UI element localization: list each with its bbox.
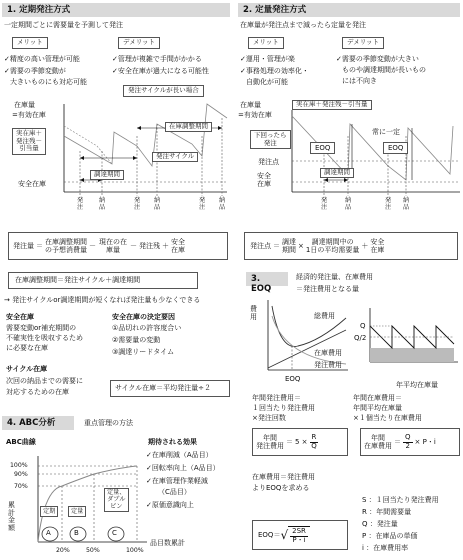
s1-recv-2: 納 品 xyxy=(154,197,161,211)
s4-class-a: A xyxy=(46,529,51,537)
s1-cycle-stock-text-1: 次回の納品までの需要に xyxy=(6,377,83,385)
s3-inv-text-2: 年間平均在庫量 xyxy=(353,404,402,412)
s1-safety-stock-text-3: に必要な在庫 xyxy=(6,344,48,352)
s4-effect-2: ✓回転率向上（A品目） xyxy=(146,464,220,472)
s3-q2-label: Q/2 xyxy=(354,334,367,342)
s2-merit-tag: メリット xyxy=(248,37,284,49)
s4-xlabel: 品目数累計 xyxy=(150,539,185,547)
s4-xtick-50: 50% xyxy=(86,547,100,554)
s1-demerit-2: ✓安全在庫が過大になる可能性 xyxy=(112,67,209,75)
s3-desc-1: 経済的発注量、在庫費用 xyxy=(296,273,373,281)
s1-safety-stock-text-2: 不確実性を吸収するため xyxy=(6,334,83,342)
s1-period-label: 在庫調整期間 xyxy=(165,122,212,132)
s4-region-doublebin: 定量、 ダブル ビン xyxy=(104,488,129,512)
s1-safety-label: 安全在庫 xyxy=(18,180,46,188)
s1-factors-title: 安全在庫の決定要因 xyxy=(112,313,175,321)
s1-recv-3: 納 品 xyxy=(219,197,226,211)
s1-note: → 発注サイクルor調達期間が短くなれば発注量も少なくできる xyxy=(4,296,201,304)
s4-effects-title: 期待される効果 xyxy=(148,438,197,446)
s1-cycle-stock-title: サイクル在庫 xyxy=(6,365,48,373)
s4-xtick-20: 20% xyxy=(56,547,70,554)
s3-inv-text-1: 年間在庫費用＝ xyxy=(353,394,402,402)
s3-inv-text-3: ×１個当たり在庫費用 xyxy=(353,414,422,422)
s1-safety-stock-title: 安全在庫 xyxy=(6,313,34,321)
s1-safety-stock-text-1: 需要変動or補充期間の xyxy=(6,324,77,332)
s3-inventory-cost-formula: 年間 在庫費用 ＝ $\frac{Q}{2}$ × P・i xyxy=(360,428,460,456)
s2-const-label: 常に一定 xyxy=(372,128,400,136)
s4-ytick-100: 100% xyxy=(10,462,28,469)
s2-demerit-3: には不向き xyxy=(342,77,377,85)
s3-order-cost-formula: 年間 発注費用 ＝ 5 × $\frac{R}{Q}$ xyxy=(252,428,348,456)
s1-demerit-tag: デメリット xyxy=(118,37,160,49)
s3-eoq-xlabel: EOQ xyxy=(285,375,301,383)
section1-description: 一定期間ごとに需要量を予測して発注 xyxy=(4,21,123,29)
s2-order-1: 発 注 xyxy=(321,197,328,211)
s2-order-2: 発 注 xyxy=(385,197,392,211)
s3-legend-q: Q ：発注量 xyxy=(362,520,398,528)
s3-ord-text-3: ×発注回数 xyxy=(252,414,286,422)
s4-effect-4: ✓原価意識向上 xyxy=(146,501,194,509)
s1-chart-ylabel: 在庫量 xyxy=(14,101,35,109)
s4-region-fixed: 定量 xyxy=(68,506,86,517)
s3-eoq-formula: EOQ＝ √ $\frac{2SR}{P・i}$ xyxy=(252,520,348,550)
s1-recv-1: 納 品 xyxy=(99,197,106,211)
s3-inv-label: 在庫費用 xyxy=(314,349,342,357)
s4-class-b: B xyxy=(74,529,79,537)
s4-description: 重点管理の方法 xyxy=(84,419,133,427)
s1-factor-3: ③調達リードタイム xyxy=(112,348,175,356)
s4-xtick-100: 100% xyxy=(126,547,144,554)
section1-header: 1. 定期発注方式 xyxy=(2,3,230,17)
s2-merit-3: 自動化が可能 xyxy=(246,78,288,86)
s2-stock-label: 実在庫＋発注残－引当量 xyxy=(292,100,372,110)
s2-merit-1: ✓運用・管理が楽 xyxy=(240,55,295,63)
s4-curve-title: ABC曲線 xyxy=(6,438,36,446)
s2-demerit-1: ✓需要の季節変動が大きい xyxy=(336,55,419,63)
s1-merit-3: 大きいものにも対応可能 xyxy=(10,78,87,86)
s4-class-c: C xyxy=(112,529,117,537)
s1-merit-tag: メリット xyxy=(12,37,48,49)
s1-adjustment-formula: 在庫調整期間＝発注サイクル＋調達期間 xyxy=(8,272,198,289)
s3-q-label: Q xyxy=(360,322,366,330)
s1-factor-1: ①品切れの許容度合い xyxy=(112,324,182,332)
s3-ord-text-2: １回当たり発注費用 xyxy=(252,404,315,412)
s4-ytick-70: 70% xyxy=(14,483,28,490)
s2-demerit-2: ものや調達期間が長いもの xyxy=(342,66,426,74)
section3-header: 3. EOQ xyxy=(246,272,288,286)
s2-safety-label: 安全 在庫 xyxy=(257,172,271,189)
s3-legend-i: i ：在庫費用率 xyxy=(362,544,409,552)
s2-demerit-tag: デメリット xyxy=(342,37,384,49)
s3-legend-s: S ：１回当たり発注費用 xyxy=(362,496,439,504)
s1-cycle-stock-formula: サイクル在庫＝平均発注量÷２ xyxy=(110,380,230,397)
s4-effect-3b: （C品目） xyxy=(158,488,191,496)
s1-cycle-stock-text-2: 対応するための在庫 xyxy=(6,388,69,396)
s4-ytick-90: 90% xyxy=(14,471,28,478)
section4-header: 4. ABC分析 xyxy=(2,416,74,430)
s3-chart1-ylabel: 費用 xyxy=(250,305,257,321)
s3-legend-p: P ：在庫品の単価 xyxy=(362,532,418,540)
s2-eoq-1: EOQ xyxy=(310,142,335,154)
s2-rop-formula: 発注点 ＝ 調達 期間 × 調達期間中の 1日の平均需要量 ＋ 安全 在庫 xyxy=(244,232,458,260)
s1-cycle-label: 発注サイクル xyxy=(152,152,198,162)
s1-order-1: 発 注 xyxy=(77,197,84,211)
s1-demerit-1: ✓管理が複雑で手間がかかる xyxy=(112,55,202,63)
s4-ylabel: 累 計 金 額 xyxy=(8,501,15,533)
section2-header: 2. 定量発注方式 xyxy=(238,3,460,17)
s2-eoq-2: EOQ xyxy=(383,142,408,154)
s3-eoq-text-2: よりEOQを求める xyxy=(252,484,310,492)
s4-effect-3: ✓在庫管理作業軽減 xyxy=(146,477,208,485)
s2-chart-ylabel: 在庫量 xyxy=(240,101,261,109)
section2-description: 在庫量が発注点まで減ったら定量を発注 xyxy=(240,21,366,29)
s2-chart-ylabel-2: =有効在庫 xyxy=(238,111,272,119)
s1-order-2: 発 注 xyxy=(134,197,141,211)
s1-factor-2: ②需要量の変動 xyxy=(112,336,161,344)
s4-effect-1: ✓在庫削減（A品目） xyxy=(146,451,213,459)
s1-lead-label: 調達期間 xyxy=(90,170,124,180)
s1-chart-ylabel-2: =有効在庫 xyxy=(12,111,46,119)
s2-merit-2: ✓事務処理の効率化・ xyxy=(240,67,309,75)
s2-recv-2: 納 品 xyxy=(403,197,410,211)
s3-legend-r: R ：年間需要量 xyxy=(362,508,412,516)
s2-lead-label: 調達期間 xyxy=(320,168,354,178)
s1-merit-1: ✓精度の高い管理が可能 xyxy=(4,55,80,63)
s2-rop-label: 発注点 xyxy=(258,158,279,166)
s3-inventory-chart xyxy=(350,296,462,380)
s3-total-label: 総費用 xyxy=(314,312,335,320)
s1-order-qty-formula: 発注量 ＝ 在庫調整期間 の予想消費量 － 現在の在庫量 － 発注残 ＋ 安全 在庫 xyxy=(8,232,228,260)
s3-avg-label: 年平均在庫量 xyxy=(396,381,438,389)
s3-eoq-text-1: 在庫費用＝発注費用 xyxy=(252,473,315,481)
s2-recv-1: 納 品 xyxy=(345,197,352,211)
s1-callout: 発注サイクルが長い場合 xyxy=(123,85,204,97)
s1-stock-label: 実在庫＋ 発注残－ 引当量 xyxy=(12,128,46,155)
s3-desc-2: ＝発注費用となる量 xyxy=(296,285,359,293)
s4-region-periodic: 定期 xyxy=(40,506,58,517)
s1-merit-2: ✓需要の季節変動が xyxy=(4,67,66,75)
s3-ord-text-1: 年間発注費用＝ xyxy=(252,394,301,402)
s3-ord-label: 発注費用 xyxy=(314,361,342,369)
s2-drop-label: 下回ったら 発注 xyxy=(250,130,291,149)
s1-order-3: 発 注 xyxy=(199,197,206,211)
